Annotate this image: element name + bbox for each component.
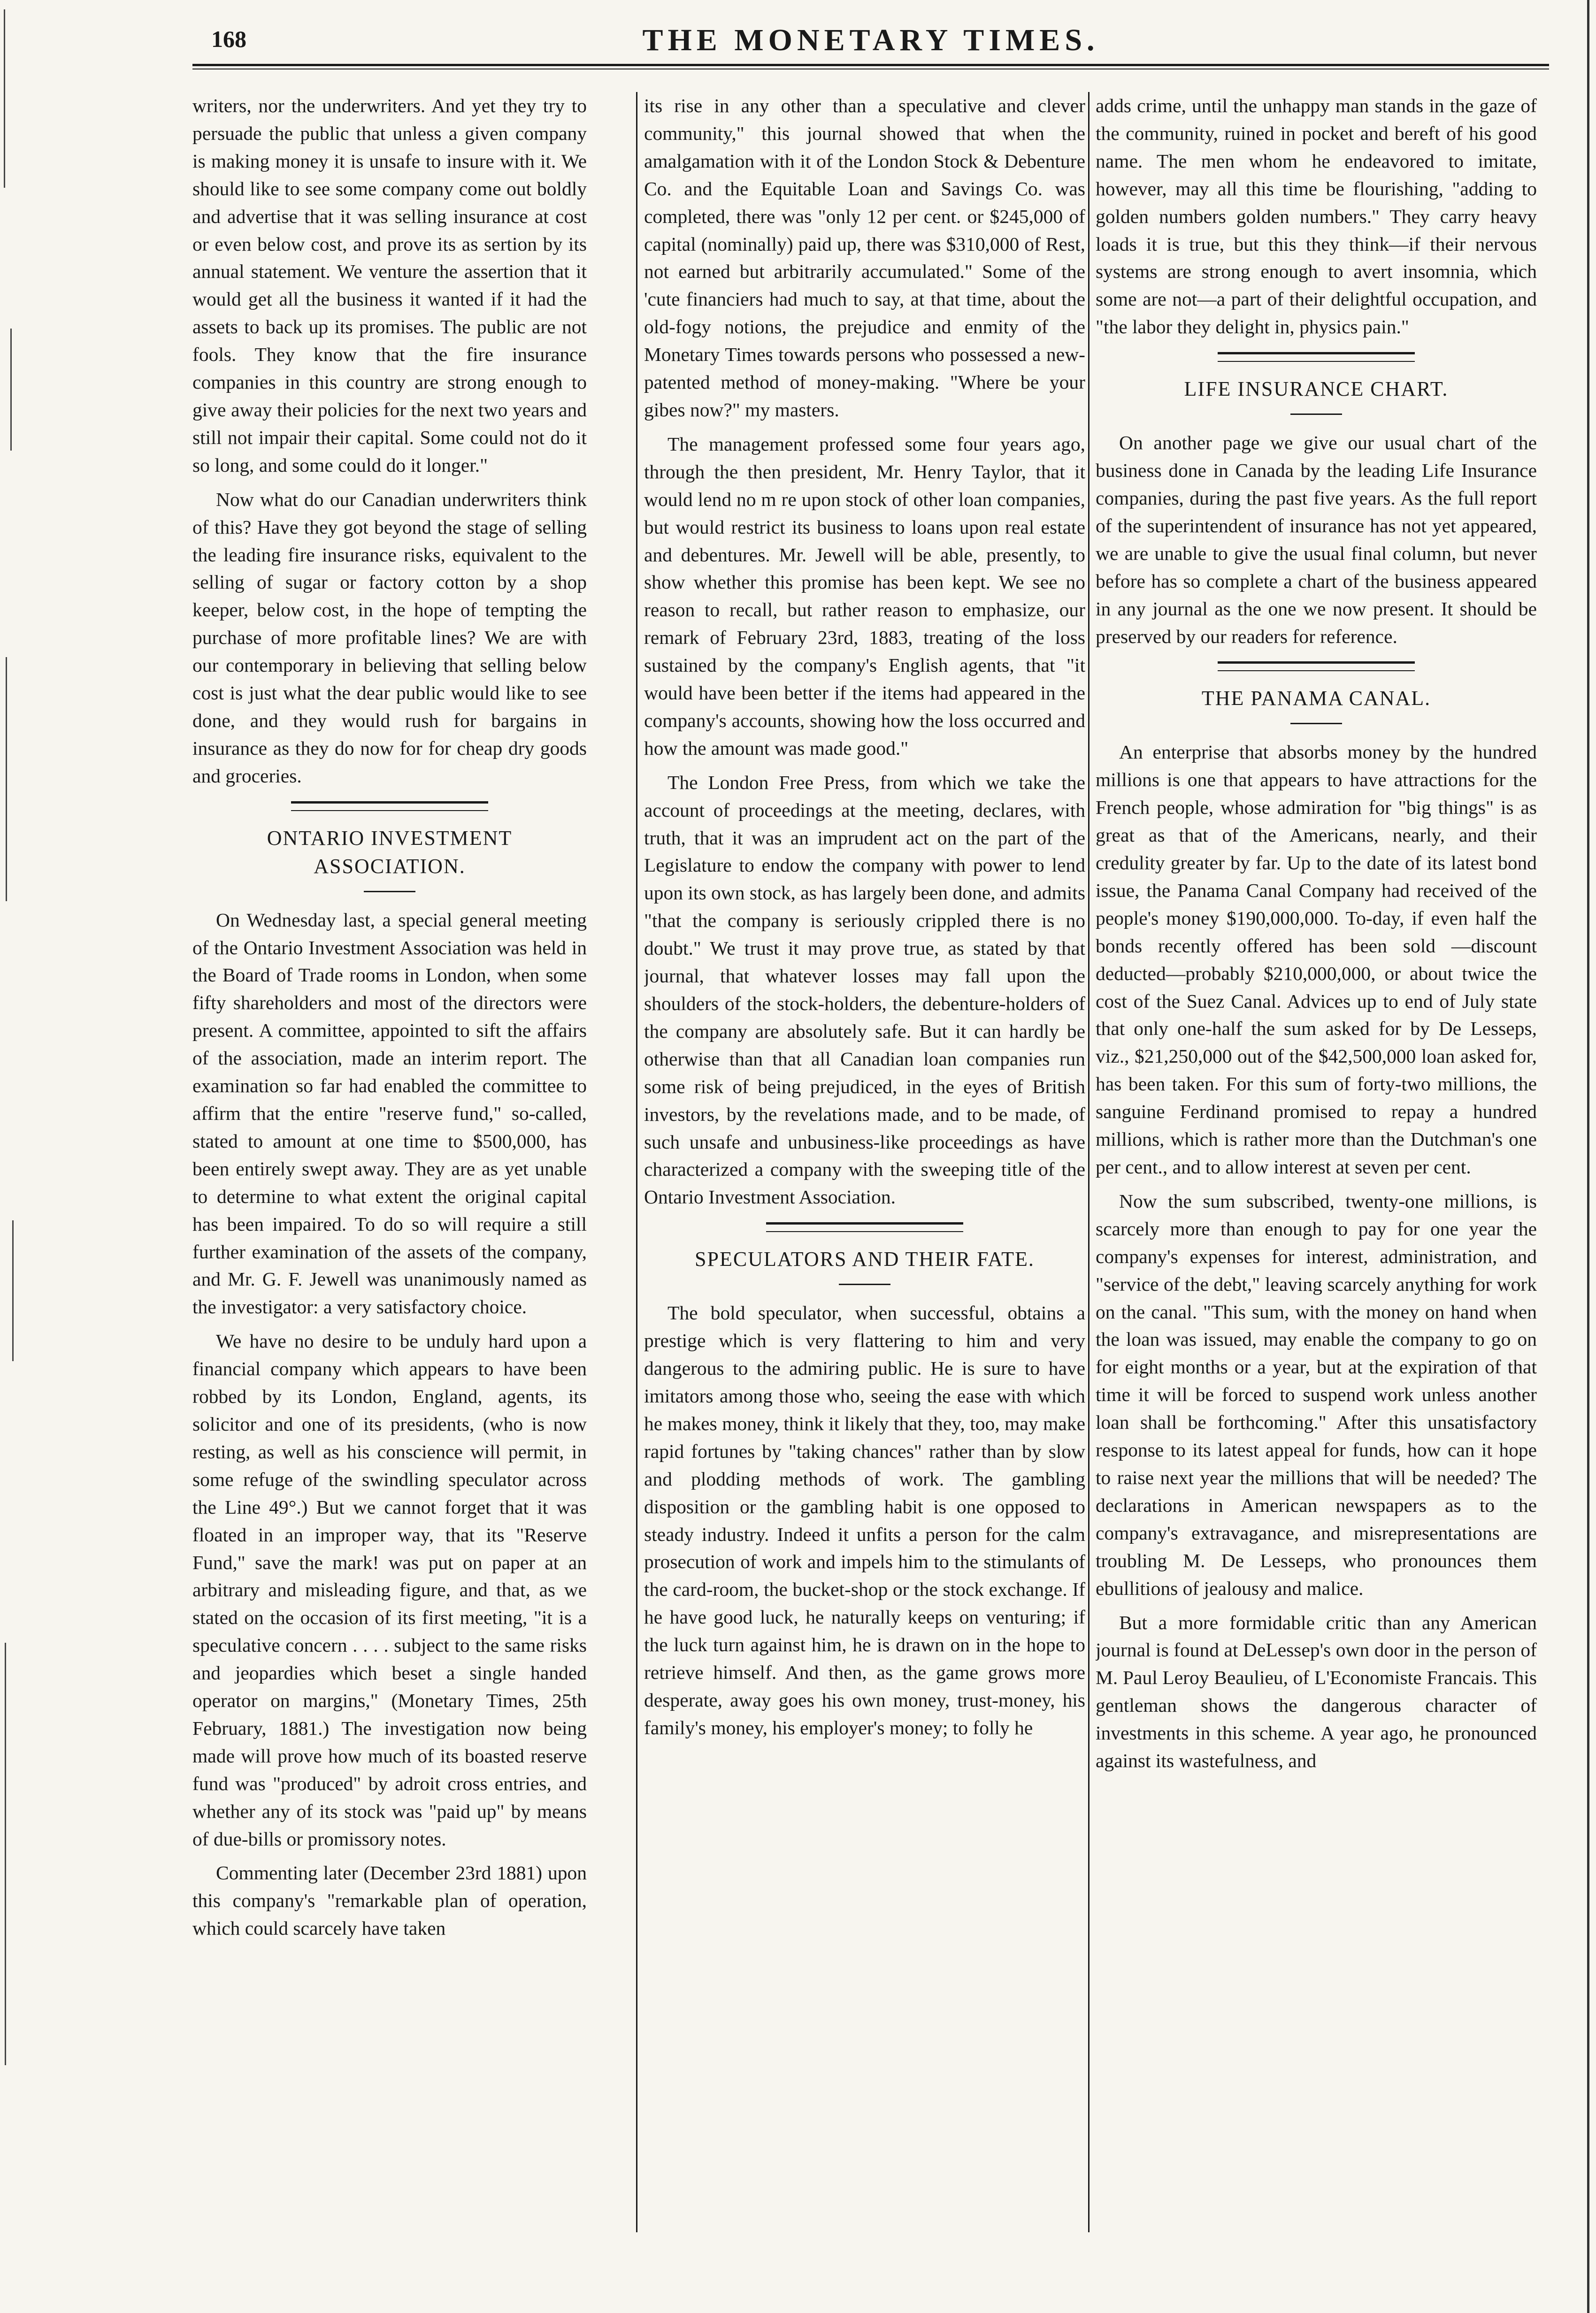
double-rule — [766, 1222, 963, 1232]
article-paragraph: adds crime, until the unhappy man stands in the gaze of the community, ruined in pocket and bereft of his good name. The men whom he endeavored to imitate, however, may all this time be flourishing, "adding to golden numbers golden numbers." They carry heavy loads it is true, but this they think—if their nervous systems are strong enough to avert insomnia, which some are not—a part of their delightful occupation, and "the labor they delight in, physics pain." — [1096, 95, 1537, 338]
article-paragraph: Now what do our Canadian underwriters think of this? Have they got beyond the stage of selling the leading fire insurance risks, equivalent to the selling of sugar or factory cotton by a shop keeper, below cost, in the hope of tempting the purchase of more profitable lines? We are with our contemporary in believing that selling below cost is just what the dear public would like to see done, and they would rush for bargains in insurance as they do now for for cheap dry goods and groceries. — [192, 488, 587, 787]
article-paragraph: On another page we give our usual chart of the business done in Canada by the leading Life Insurance companies, during the past five years. As the full report of the superintendent of insurance has not yet appeared, we are unable to give the usual final column, but never before has so complete a chart of the business appeared in any journal as the one we now present. It should be preserved by our readers for reference. — [1096, 432, 1537, 647]
article-paragraph: Commenting later (December 23rd 1881) upon this company's "remarkable plan of operation, which could scarcely have taken — [192, 1862, 587, 1939]
header-rule — [192, 64, 1549, 66]
section-break — [1096, 352, 1537, 415]
article-paragraph: writers, nor the underwriters. And yet they try to persuade the public that unless a given company is making money it is unsafe to insure with it. We should like to see some company come out boldly and advertise that it was selling insurance at cost or even below cost, and prove its as sertion by its annual statement. We venture the assertion that it would get all the business it wanted if it had the assets to back up its promises. The public are not fools. They know that the fire insurance companies in this country are strong enough to give away their policies for the next two years and still not impair their capital. Some could not do it so long, and some could do it longer." — [192, 95, 587, 476]
publication-title: THE MONETARY TIMES. — [642, 23, 1099, 57]
double-rule — [1218, 661, 1415, 671]
column-1 — [192, 92, 587, 2232]
article-paragraph: We have no desire to be unduly hard upon a financial company which appears to have been robbed by its London, England, agents, its solicitor and one of its presidents, (who is now resting, as well as his conscience will permit, in some refuge of the swindling speculator across the Line 49°.) But we cannot forget that it was floated in an improper way, that its "Reserve Fund," save the mark! was put on paper at an arbitrary and misleading figure, and that, as we stated on the occasion of its first meeting, "it is a speculative concern . . . . subject to the same risks and jeopardies which beset a single handed operator on margins," (Monetary Times, 25th February, 1881.) The investigation now being made will prove how much of its boasted reserve fund was "produced" by adroit cross entries, and whether any of its stock was "paid up" by means of due-bills or promissory notes. — [192, 1330, 587, 1850]
article-paragraph: The management professed some four years ago, through the then president, Mr. Henry Taylor, that it would lend no m re upon stock of other loan companies, but would restrict its business to loans upon real estate and debentures. Mr. Jewell will be able, presently, to show whether this promise has been kept. We see no reason to recall, but rather reason to emphasize, our remark of February 23rd, 1883, treating of the loss sustained by the company's English agents, that "it would have been better if the items had appeared in the company's accounts, showing how the loss occurred and how the amount was made good." — [644, 433, 1085, 759]
page-number: 168 — [211, 26, 246, 52]
column-divider — [636, 92, 637, 2232]
article-paragraph: On Wednesday last, a special general meeting of the Ontario Investment Association was held in the Board of Trade rooms in London, when some fifty shareholders and most of the directors were present. A committee, appointed to sift the affairs of the association, made an interim report. The examination so far had enabled the committee to affirm that the entire "reserve fund," so-called, stated to amount at one time to $500,000, has been entirely swept away. They are as yet unable to determine to what extent the original capital has been impaired. To do so will require a still further examination of the assets of the company, and Mr. G. F. Jewell was unanimously named as the investigator: a very satisfactory choice. — [192, 909, 587, 1318]
short-rule — [1290, 414, 1342, 415]
article-paragraph: its rise in any other than a speculative and clever community," this journal showed that when the amalgamation with it of the London Stock & Debenture Co. and the Equitable Loan and Savings Co. was completed, there was "only 12 per cent. or $245,000 of capital (nominally) paid up, there was $310,000 of Rest, not earned but arbitrarily accumulated." Some of the 'cute financiers had much to say, at that time, about the old-fogy notions, the prejudice and enmity of the Monetary Times towards persons who possessed a new-patented method of money-making. "Where be your gibes now?" my masters. — [644, 95, 1085, 421]
section-break — [1096, 661, 1537, 724]
article-paragraph: The London Free Press, from which we take the account of proceedings at the meeting, declares, with truth, that it was an imprudent act on the part of the Legislature to endow the company with power to lend upon its own stock, as has largely been done, and admits "that the company is seriously crippled there is no doubt." We trust it may prove true, as stated by that journal, that whatever losses may fall upon the shoulders of the stock-holders, the debenture-holders of the company are absolutely safe. But it can hardly be otherwise than that all Canadian loan companies run some risk of being prejudiced, in the eyes of British investors, by the revelations made, and to be made, of such unsafe and unbusiness-like proceedings as have characterized a company with the sweeping title of the Ontario Investment Association. — [644, 771, 1085, 1208]
section-break — [644, 1222, 1085, 1285]
section-heading: LIFE INSURANCE CHART. — [1184, 377, 1449, 401]
scan-edge-marks — [0, 0, 28, 2313]
article-paragraph: The bold speculator, when successful, obtains a prestige which is very flattering to him and very dangerous to the admiring public. He is sure to have imitators among those who, seeing the ease with which he makes money, think it likely that they, too, may make rapid fortunes by "taking chances" rather than by slow and plodding methods of work. The gambling disposition or the gambling habit is one opposed to steady industry. Indeed it unfits a person for the calm prosecution of work and impels him to the stimulants of the card-room, the bucket-shop or the stock exchange. If he have good luck, he naturally keeps on venturing; if the luck turn against him, he is drawn on in the hope to retrieve himself. And then, as the game grows more desperate, away goes his own money, trust-money, his family's money, his employer's money; to folly he — [644, 1302, 1085, 1739]
short-rule — [364, 891, 415, 892]
article-paragraph: But a more formidable critic than any American journal is found at DeLessep's own door in the person of M. Paul Leroy Beaulieu, of L'Economiste Francais. This gentleman shows the dangerous character of investments in this scheme. A year ago, he pronounced against its wastefulness, and — [1096, 1611, 1537, 1772]
short-rule — [839, 1284, 890, 1285]
section-heading: ONTARIO INVESTMENT ASSOCIATION. — [267, 826, 513, 878]
section-heading: THE PANAMA CANAL. — [1201, 687, 1431, 710]
masthead — [192, 23, 1549, 65]
article-paragraph: Now the sum subscribed, twenty-one millions, is scarcely more than enough to pay for one year the company's expenses for interest, administration, and "service of the debt," leaving scarcely anything for work on the canal. "This sum, with the money on hand when the loan was issued, may enable the company to go on for eight months or a year, but at the expiration of that time it will be forced to suspend work unless another loan shall be forthcoming." After this unsatisfactory response to its latest appeal for funds, how can it hope to raise next year the millions that will be needed? The declarations in American newspapers as to the company's extravagance, and misrepresentations are troubling M. De Lesseps, who pronounces them ebullitions of jealousy and malice. — [1096, 1190, 1537, 1599]
section-break — [192, 801, 587, 892]
article-paragraph: An enterprise that absorbs money by the hundred millions is one that appears to have attractions for the French people, whose admiration for "big things" is as great as that of the Americans, nearly, and their credulity greater by far. Up to the date of its latest bond issue, the Panama Canal Company had received of the people's money $190,000,000. To-day, if even half the bonds recently offered has been sold —discount deducted—probably $210,000,000, or about twice the cost of the Suez Canal. Advices up to end of July state that only one-half the sum asked for by De Lesseps, viz., $21,250,000 out of the $42,500,000 loan asked for, has been taken. For this sum of forty-two millions, the sanguine Ferdinand promised to repay a hundred millions, which is rather more than the Dutchman's one per cent., and to allow interest at seven per cent. — [1096, 741, 1537, 1178]
section-heading: SPECULATORS AND THEIR FATE. — [695, 1248, 1035, 1271]
scan-edge-right — [1587, 0, 1589, 2313]
double-rule — [291, 801, 488, 811]
column-2 — [644, 92, 1085, 2232]
short-rule — [1290, 723, 1342, 724]
double-rule — [1218, 352, 1415, 362]
column-3 — [1096, 92, 1537, 2232]
column-divider — [1088, 92, 1090, 2232]
